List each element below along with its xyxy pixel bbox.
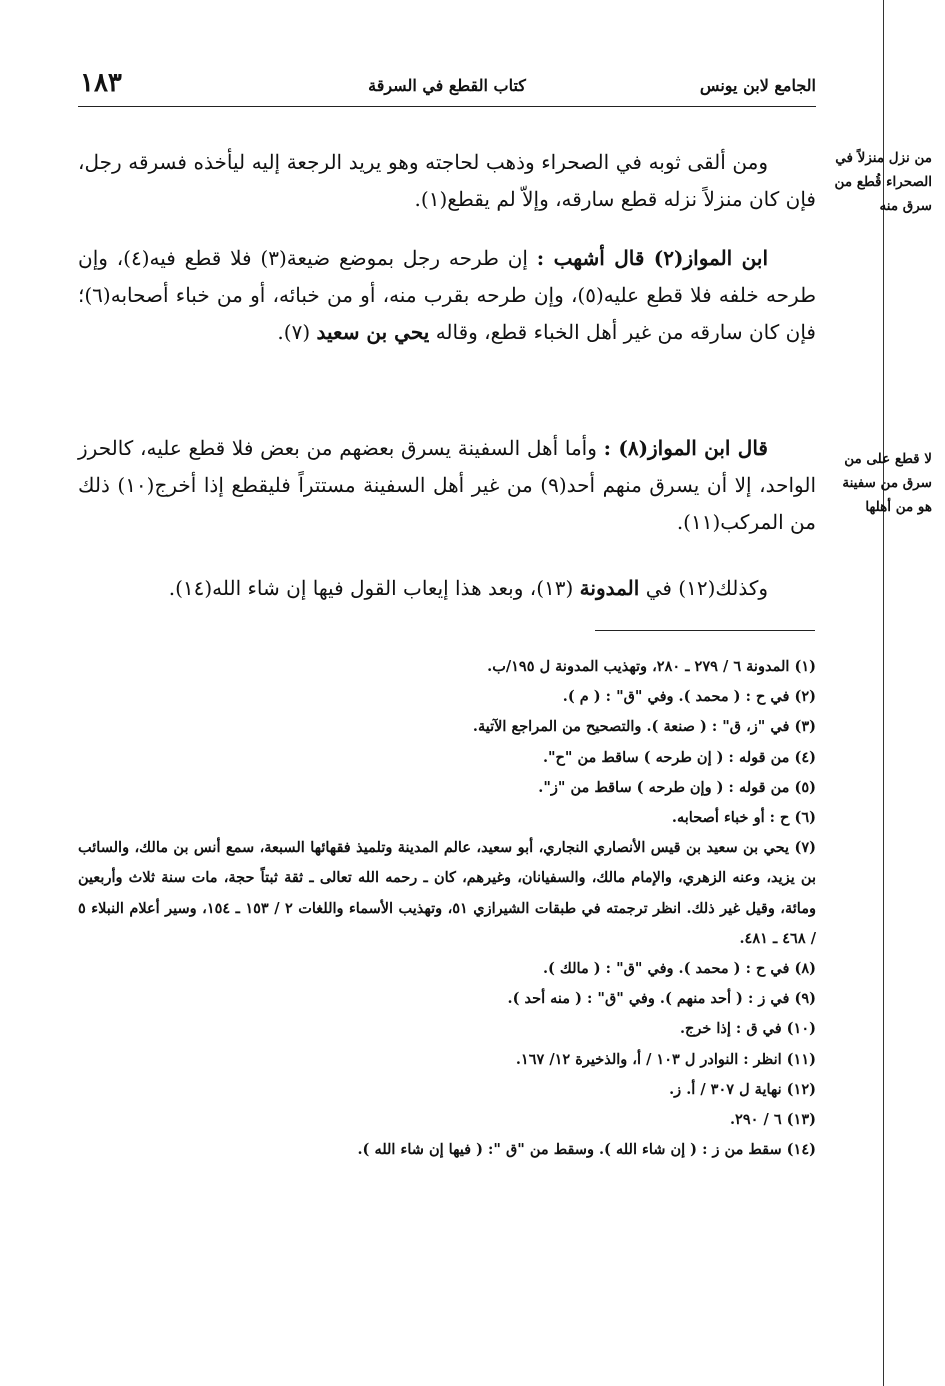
- footnote: (١) المدونة ٦ / ٢٧٩ ـ ٢٨٠، وتهذيب المدونة ل ١٩٥/ب.: [487, 658, 816, 675]
- paragraph-4: [78, 570, 816, 607]
- speaker-label: قال ابن المواز(٨) :: [603, 436, 768, 460]
- paragraph-2: [78, 240, 816, 351]
- cited-book: المدونة: [579, 576, 640, 600]
- footnote: (٥) من قوله : ( وإن طرحه ) ساقط من "ز".: [538, 778, 816, 796]
- margin-note-1: من نزل منزلاً في الصحراء قُطع من سرق منه: [834, 150, 932, 214]
- footnote: (٢) في ح : ( محمد ). وفي "ق" : ( م ).: [562, 688, 816, 706]
- header-book-title: الجامع لابن يونس: [699, 76, 816, 95]
- speaker-label: ابن المواز(٢) قال أشهب :: [536, 246, 769, 270]
- cited-name: يحي بن سعيد: [316, 320, 430, 344]
- paragraph-4-end: (١٣)، وبعد هذا إيعاب القول فيها إن شاء الله(١٤).: [168, 576, 574, 600]
- footnote: (٩) في ز : ( أحد منهم ). وفي "ق" : ( منه أحد ).: [507, 990, 816, 1008]
- footnote: (١٣) ٦ / ٢٩٠.: [729, 1111, 816, 1129]
- footnote: (٤) من قوله : ( إن طرحه ) ساقط من "ح".: [542, 748, 816, 766]
- margin-note-2: لا قطع على من سرق من سفينة هو من أهلها: [842, 451, 932, 515]
- paragraph-3: [78, 430, 816, 541]
- footnote: (١٢) نهاية ل ٣٠٧ / أ. ز.: [669, 1080, 816, 1098]
- page-number: ١٨٣: [80, 68, 122, 98]
- footnote: (٨) في ح : ( محمد ). وفي "ق" : ( مالك ).: [542, 960, 816, 978]
- footnote: (٦) ح : أو خباء أصحابه.: [671, 809, 816, 827]
- footnote: (١٠) في ق : إذا خرج.: [679, 1020, 816, 1038]
- paragraph-3-text: وأما أهل السفينة يسرق بعضهم من بعض فلا قطع عليه، كالحرز الواحد، إلا أن يسرق منهم أحد(٩) من غير أهل السفينة مستتراً فليقطع إذا أخرج(١٠) ذلك من المركب(١١).: [78, 436, 816, 534]
- footnote: (٣) في "ز، ق" : ( صنعة ). والتصحيح من المراجع الآتية.: [472, 718, 816, 736]
- footnote: (١٤) سقط من ز : ( إن شاء الله ). وسقط من "ق ": ( فيها إن شاء الله ).: [357, 1141, 816, 1159]
- footnote: (١١) انظر : النوادر ل ١٠٣ / أ، والذخيرة ١٢/ ١٦٧.: [515, 1050, 816, 1068]
- footnotes: [78, 652, 816, 1165]
- paragraph-2-text: إن طرحه رجل بموضع ضيعة(٣) فلا قطع فيه(٤)، وإن طرحه خلفه فلا قطع عليه(٥)، وإن طرحه بقرب منه، أو من خبائه، أو من خباء أصحابه(٦)؛ فإن كان سارقه من غير أهل الخباء قطع، وقاله: [78, 246, 816, 344]
- header-chapter-title: كتاب القطع في السرقة: [368, 76, 526, 95]
- footnote-separator: [595, 630, 815, 631]
- footnote: (٧) يحي بن سعيد بن قيس الأنصاري النجاري، أبو سعيد، عالم المدينة وتلميذ فقهائها السبعة، سمع أنس بن مالك، والسائب بن يزيد، وعنه الزهري، والإمام مالك، والسفيانان، وغيرهم، كان ـ رحمه الله تعالى ـ ثقة ثبتاً حجة، مات سنة ثلاث وأربعين ومائة، وقيل غير ذلك. انظر ترجمته في طبقات الشيرازي ٥١، وتهذيب الأسماء واللغات ٢ / ١٥٣ ـ ١٥٤، وسير أعلام النبلاء ٥ / ٤٦٨ ـ ٤٨١.: [78, 839, 816, 947]
- header-rule: [78, 106, 816, 107]
- paragraph-4-start: وكذلك(١٢) في: [645, 576, 768, 600]
- paragraph-2-end: (٧).: [277, 320, 311, 344]
- running-header: [78, 68, 816, 108]
- paragraph-1: ومن ألقى ثوبه في الصحراء وذهب لحاجته وهو يريد الرجعة إليه ليأخذه فسرقه رجل، فإن كان منزلاً نزله قطع سارقه، وإلاّ لم يقطع(١).: [78, 150, 816, 211]
